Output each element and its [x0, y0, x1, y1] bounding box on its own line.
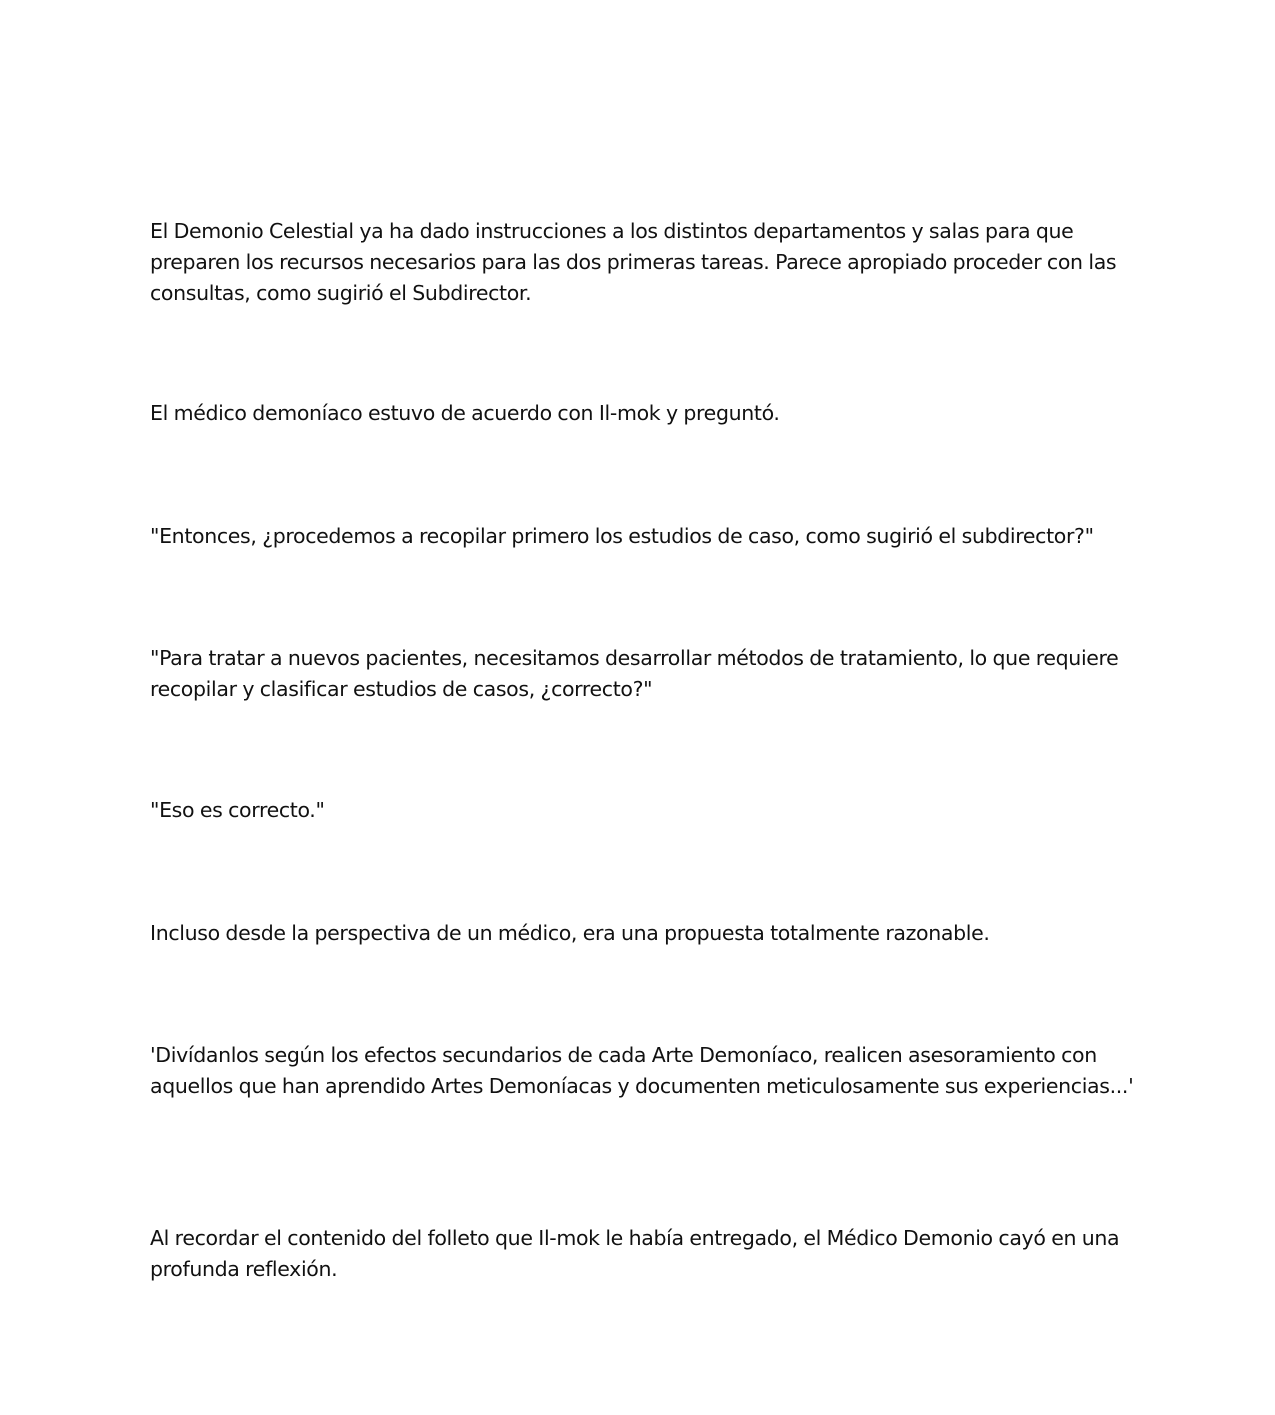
paragraph-6: Incluso desde la perspectiva de un médico, era una propuesta totalmente razonable.: [150, 921, 990, 945]
paragraph-3: "Entonces, ¿procedemos a recopilar primero los estudios de caso, como sugirió el subdirector?": [150, 524, 1094, 548]
paragraph-4: "Para tratar a nuevos pacientes, necesitamos desarrollar métodos de tratamiento, lo que requiere recopilar y clasificar estudios de casos, ¿correcto?": [150, 646, 1119, 701]
paragraph-7: 'Divídanlos según los efectos secundarios de cada Arte Demoníaco, realicen asesoramiento con aquellos que han aprendido Artes Demoníacas y documenten meticulosamente sus experiencias...': [150, 1043, 1134, 1098]
paragraph-1: El Demonio Celestial ya ha dado instrucciones a los distintos departamentos y salas para que preparen los recursos necesarios para las dos primeras tareas. Parece apropiado proceder con las consultas, como sugirió el Subdirector.: [150, 219, 1117, 305]
paragraph-5: "Eso es correcto.": [150, 798, 325, 822]
paragraph-2: El médico demoníaco estuvo de acuerdo con Il-mok y preguntó.: [150, 401, 780, 425]
paragraph-8: Al recordar el contenido del folleto que Il-mok le había entregado, el Médico Demonio cayó en una profunda reflexión.: [150, 1226, 1120, 1281]
